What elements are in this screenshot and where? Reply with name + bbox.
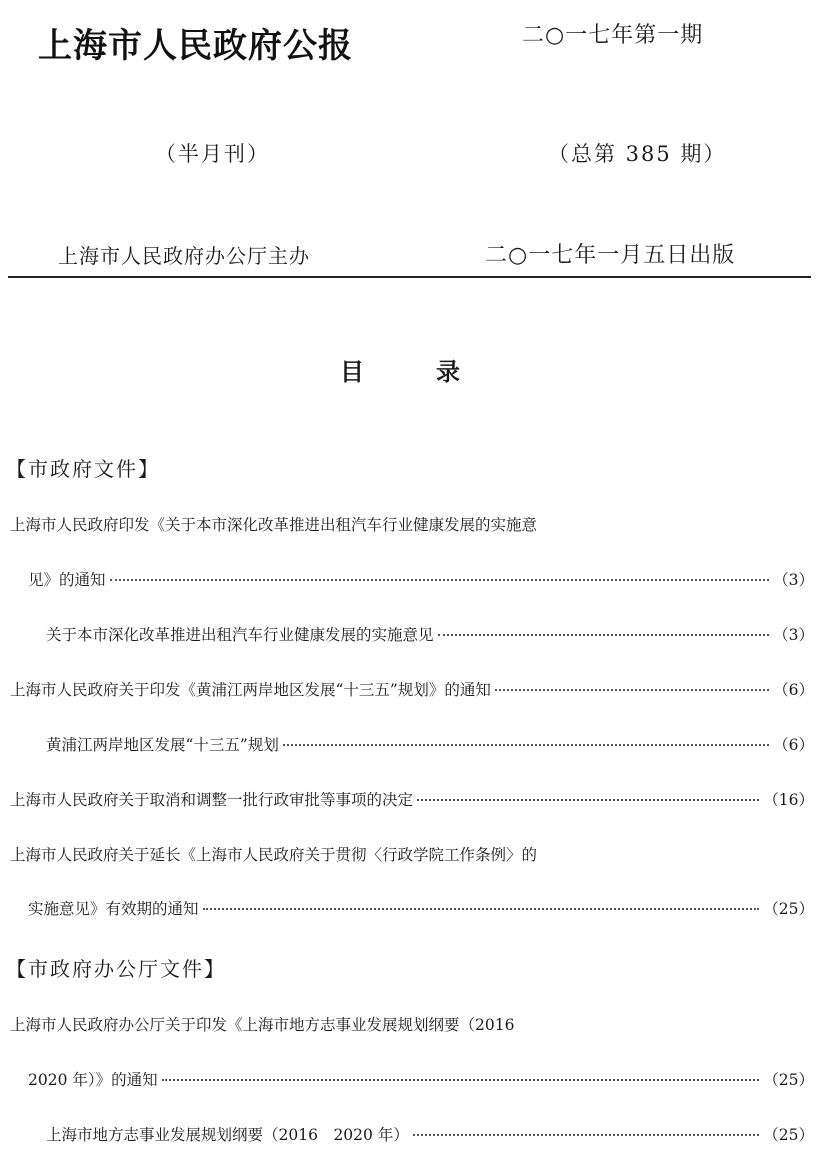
toc-page-number: （16） xyxy=(763,791,814,809)
toc-entry-text: 2020 年）》的通知 xyxy=(28,1071,158,1089)
toc-entry-text: 上海市人民政府关于印发《黄浦江两岸地区发展“十三五”规划》的通知 xyxy=(10,681,491,699)
toc-title-left: 目 xyxy=(340,358,364,386)
toc-title-right: 录 xyxy=(436,358,460,386)
section-heading-municipal-government: 【市政府文件】 xyxy=(6,457,160,481)
toc-entry-7-line1[interactable]: 上海市人民政府办公厅关于印发《上海市地方志事业发展规划纲要（2016 xyxy=(10,1016,515,1034)
sponsor-line: 上海市人民政府办公厅主办 xyxy=(58,244,310,268)
toc-entry-text: 上海市地方志事业发展规划纲要（2016 2020 年） xyxy=(46,1126,409,1144)
toc-entry-7-line2[interactable] xyxy=(28,1070,814,1090)
toc-entry-text: 见》的通知 xyxy=(28,571,106,589)
total-issue-number: （总第 385 期） xyxy=(548,142,727,166)
toc-entry-text: 关于本市深化改革推进出租汽车行业健康发展的实施意见 xyxy=(46,626,434,644)
toc-page-number: （25） xyxy=(763,1126,814,1144)
toc-page-number: （6） xyxy=(773,681,814,699)
toc-entry-8[interactable] xyxy=(46,1125,814,1145)
dot-leader xyxy=(110,579,770,581)
publication-frequency: （半月刊） xyxy=(155,142,270,166)
toc-page-number: （3） xyxy=(773,626,814,644)
dot-leader xyxy=(413,1134,759,1136)
masthead-title: 上海市人民政府公报 xyxy=(38,26,353,66)
toc-entry-6-line2[interactable] xyxy=(28,899,814,919)
publication-date: 二○一七年一月五日出版 xyxy=(485,243,736,268)
header-divider xyxy=(8,276,811,278)
section-heading-municipal-office: 【市政府办公厅文件】 xyxy=(6,957,226,981)
toc-entry-5[interactable] xyxy=(10,790,814,810)
toc-entry-text: 黄浦江两岸地区发展“十三五”规划 xyxy=(46,736,279,754)
toc-entry-6-line1[interactable]: 上海市人民政府关于延长《上海市人民政府关于贯彻〈行政学院工作条例〉的 xyxy=(10,846,538,864)
toc-entry-4[interactable] xyxy=(46,735,814,755)
toc-page-number: （3） xyxy=(773,571,814,589)
toc-page-number: （25） xyxy=(763,900,814,918)
dot-leader xyxy=(495,689,769,691)
toc-entry-text: 上海市人民政府关于取消和调整一批行政审批等事项的决定 xyxy=(10,791,414,809)
issue-number: 二○一七年第一期 xyxy=(522,23,704,48)
dot-leader xyxy=(283,744,769,746)
dot-leader xyxy=(162,1079,760,1081)
toc-entry-2[interactable] xyxy=(46,625,814,645)
toc-page-number: （25） xyxy=(763,1071,814,1089)
toc-page-number: （6） xyxy=(773,736,814,754)
toc-entry-3[interactable] xyxy=(10,680,814,700)
dot-leader xyxy=(438,634,770,636)
toc-entry-1-line2[interactable] xyxy=(28,570,814,590)
dot-leader xyxy=(417,799,759,801)
toc-entry-1-line1[interactable]: 上海市人民政府印发《关于本市深化改革推进出租汽车行业健康发展的实施意 xyxy=(10,516,538,534)
dot-leader xyxy=(203,908,760,910)
toc-title xyxy=(340,352,460,387)
toc-entry-text: 实施意见》有效期的通知 xyxy=(28,900,199,918)
